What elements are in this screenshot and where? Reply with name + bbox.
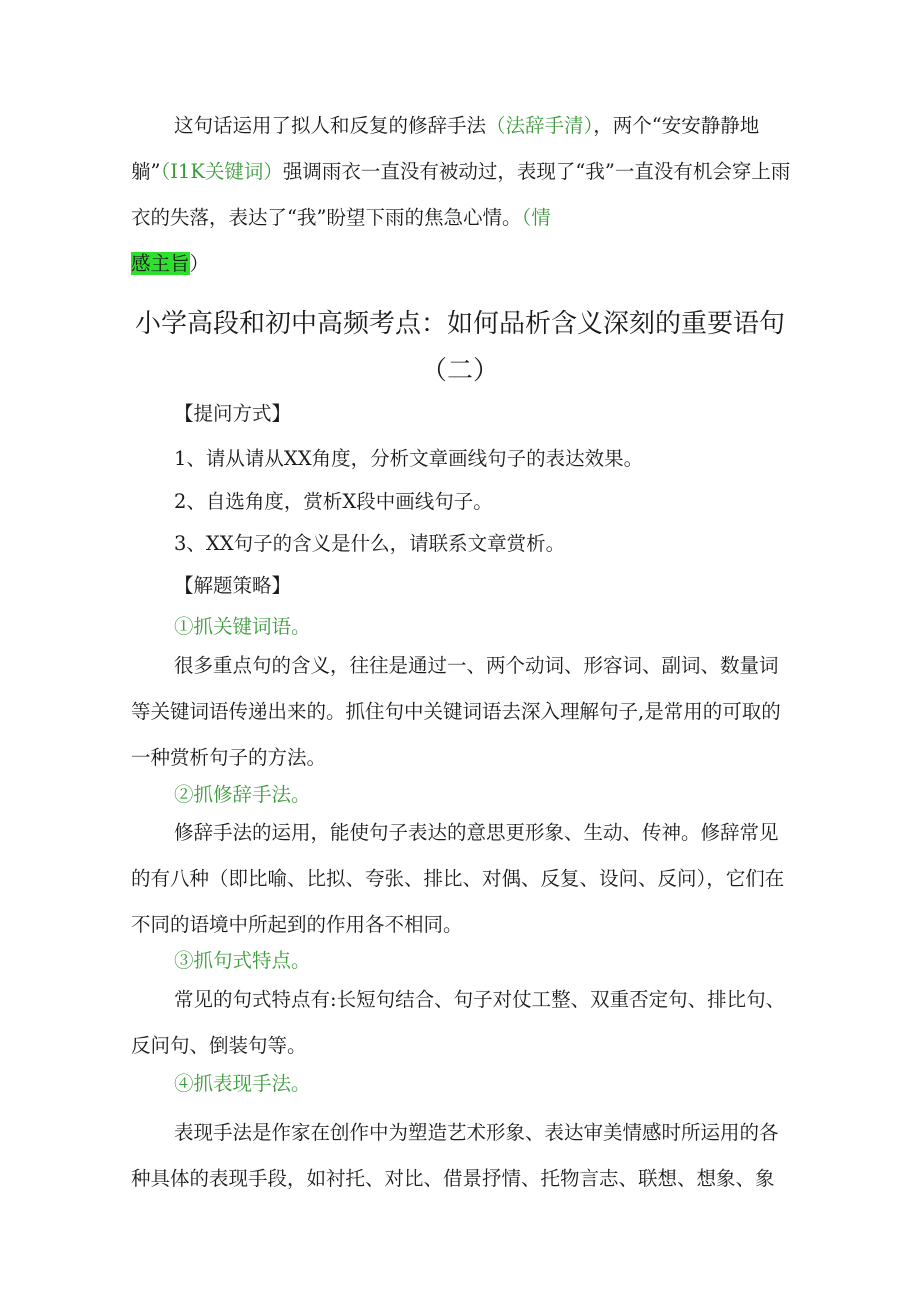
- strategy-title-2: ②抓修辞手法。: [174, 783, 311, 806]
- strategy-body-2: 修辞手法的运用，能使句子表达的意思更形象、生动、传神。修辞常见的有八种（即比喻、比拟、夸张、排比、对偶、反复、设问、反问），它们在不同的语境中所起到的作用各不相同。: [131, 821, 785, 936]
- question-item: 3、XX句子的含义是什么，请联系文章赏析。: [174, 532, 566, 555]
- section-subtitle: （二）: [420, 356, 499, 386]
- annotation-note: （I1K关键词）: [160, 160, 283, 183]
- question-item: 1、请从请从XX角度，分析文章画线句子的表达效果。: [174, 447, 644, 470]
- analysis-paragraph: [131, 103, 791, 287]
- strategy-body-1: 很多重点句的含义，往往是通过一、两个动词、形容词、副词、数量词等关键词语传递出来的。抓住句中关键词语去深入理解句子,是常用的可取的一种赏析句子的方法。: [131, 654, 781, 769]
- annotation-note: （法辞手清）: [486, 114, 594, 137]
- text-run: ）: [189, 252, 210, 275]
- strategy-title-3: ③抓句式特点。: [174, 949, 311, 972]
- annotation-note: （情: [521, 206, 551, 229]
- strategy-heading: 【解题策略】: [174, 574, 292, 597]
- strategy-title-4: ④抓表现手法。: [174, 1072, 311, 1095]
- text-run: 这句话运用了拟人和反复的修辞手法: [174, 114, 487, 137]
- section-title: 小学高段和初中高频考点：如何品析含义深刻的重要语句: [134, 309, 785, 339]
- strategy-title-1: ①抓关键词语。: [174, 615, 311, 638]
- highlighted-note: 感主旨: [131, 252, 190, 275]
- strategy-body-3: 常见的句式特点有:长短句结合、句子对仗工整、双重否定句、排比句、反问句、倒装句等。: [131, 988, 786, 1057]
- question-item: 2、自选角度，赏析X段中画线句子。: [174, 490, 493, 513]
- text-run: 强调雨衣一直没有被动过，表现了“我”一直没有机会穿上雨衣的失落，表达了“我”盼望下雨的焦急心情。: [131, 160, 791, 229]
- question-heading: 【提问方式】: [174, 402, 292, 425]
- strategy-body-4: 表现手法是作家在创作中为塑造艺术形象、表达审美情感时所运用的各种具体的表现手段，如衬托、对比、借景抒情、托物言志、联想、想象、象: [131, 1121, 779, 1190]
- text-run: ，两个“安安静静地躺”: [131, 114, 760, 183]
